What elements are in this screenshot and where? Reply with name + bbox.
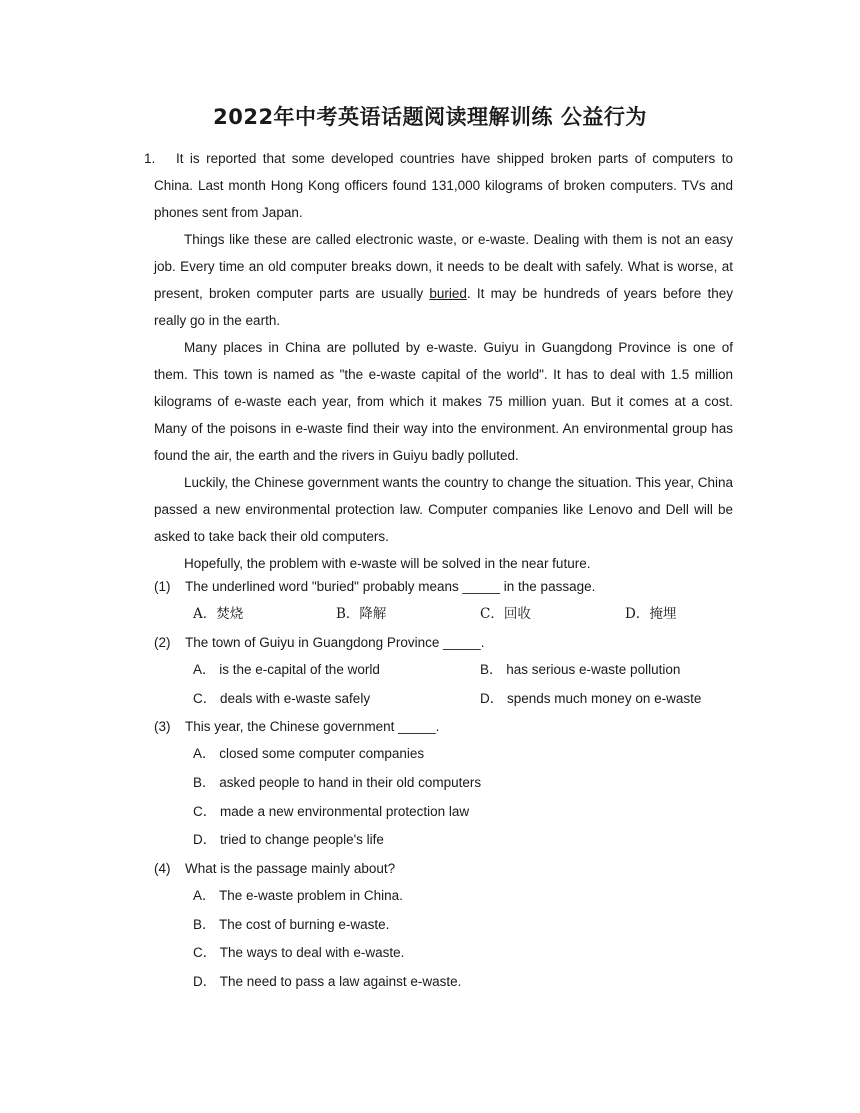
question-1-option-d: D．掩埋 bbox=[625, 606, 677, 622]
question-2-option-b: B． has serious e-waste pollution bbox=[480, 662, 681, 677]
passage-paragraph-4: Luckily, the Chinese government wants the country to change the situation. This year, China passed a new environmental protection law. Computer companies like Lenovo and Dell will be asked to take back their old computers. bbox=[154, 475, 733, 544]
passage-paragraph-1: It is reported that some developed countries have shipped broken parts of computers to China. Last month Hong Kong officers found 131,000 kilograms of broken computers. TVs and phones sent from Japan. bbox=[154, 151, 733, 220]
passage-paragraph-5: Hopefully, the problem with e-waste will be solved in the near future. bbox=[184, 556, 591, 571]
question-4-option-c: C． The ways to deal with e-waste. bbox=[193, 945, 405, 960]
question-1-stem: The underlined word "buried" probably means _____ in the passage. bbox=[185, 579, 596, 594]
question-2-option-c: C． deals with e-waste safely bbox=[193, 691, 371, 706]
question-2-number: (2) bbox=[154, 635, 171, 650]
passage-paragraph-2-before: Things like these are called electronic waste, or e-waste. Dealing with them is not an easy job. Every time an old computer breaks down, it needs to be dealt with safely. What is worse, at present, broken computer parts are usually bbox=[154, 232, 733, 301]
passage-paragraph-2 bbox=[154, 226, 733, 334]
question-4-number: (4) bbox=[154, 861, 171, 876]
question-1-option-a: A．焚烧 bbox=[193, 606, 244, 622]
passage-paragraph-3: Many places in China are polluted by e-waste. Guiyu in Guangdong Province is one of them. This town is named as "the e-waste capital of the world". It has to deal with 1.5 million kilograms of e-waste each year, from which it makes 75 million yuan. But it comes at a cost. Many of the poisons in e-waste find their way into the environment. An environmental group has found the air, the earth and the rivers in Guiyu badly polluted. bbox=[154, 340, 733, 463]
question-4-option-d: D． The need to pass a law against e-waste. bbox=[193, 974, 462, 989]
question-3-number: (3) bbox=[154, 719, 171, 734]
page-title: 2022年中考英语话题阅读理解训练 公益行为 bbox=[213, 105, 647, 129]
question-2-option-d: D． spends much money on e-waste bbox=[480, 691, 702, 706]
question-number: 1. bbox=[144, 151, 156, 166]
underlined-word: buried bbox=[429, 286, 467, 301]
question-4-option-b: B． The cost of burning e-waste. bbox=[193, 917, 390, 932]
question-1-number: (1) bbox=[154, 579, 171, 594]
question-4-stem: What is the passage mainly about? bbox=[185, 861, 396, 876]
passage-paragraph-2-after: . It may be hundreds of years before they really go in the earth. bbox=[154, 286, 733, 328]
question-3-option-a: A． closed some computer companies bbox=[193, 746, 425, 761]
reading-passage bbox=[154, 145, 733, 577]
question-1-option-b: B．降解 bbox=[336, 606, 387, 622]
question-4-option-a: A． The e-waste problem in China. bbox=[193, 888, 403, 903]
question-2-option-a: A． is the e-capital of the world bbox=[193, 662, 380, 677]
question-2-stem: The town of Guiyu in Guangdong Province _____. bbox=[185, 635, 485, 650]
question-3-stem: This year, the Chinese government _____. bbox=[185, 719, 440, 734]
question-3-option-d: D． tried to change people's life bbox=[193, 832, 384, 847]
question-3-option-c: C． made a new environmental protection law bbox=[193, 804, 470, 819]
question-1-option-c: C．回收 bbox=[480, 606, 531, 622]
question-3-option-b: B． asked people to hand in their old computers bbox=[193, 775, 482, 790]
